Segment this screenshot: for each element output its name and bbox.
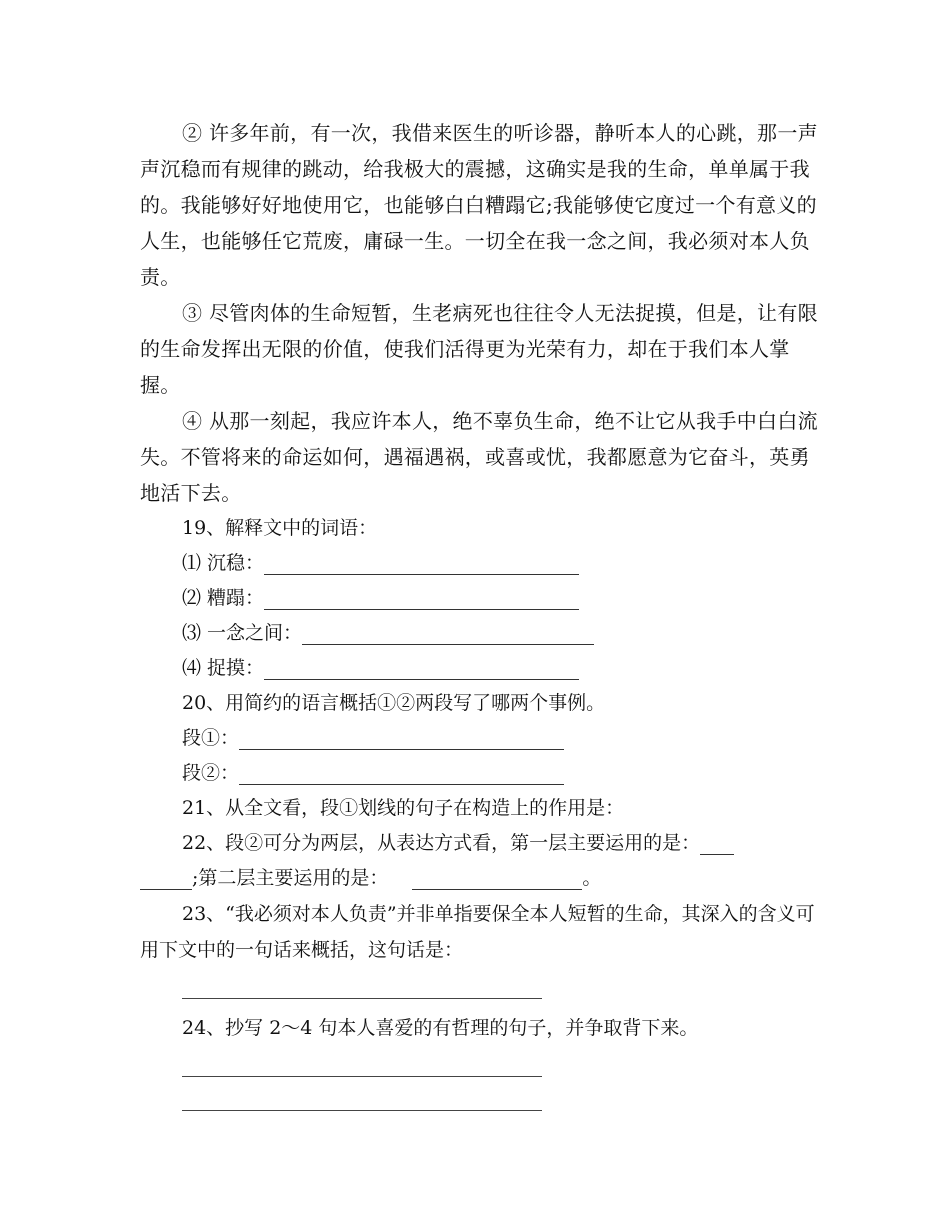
- document-page: [140, 115, 820, 1111]
- term-label: ⑴ 沉稳：: [182, 552, 265, 574]
- answer-blank[interactable]: [140, 867, 192, 890]
- question-19-prompt: 19、解释文中的词语：: [182, 517, 378, 539]
- answer-line-24b[interactable]: [182, 1110, 542, 1111]
- question-19-item-4: [140, 651, 820, 686]
- question-19-item-1: [140, 546, 820, 581]
- answer-blank[interactable]: [412, 867, 582, 890]
- answer-blank[interactable]: [700, 832, 734, 855]
- term-label: ⑵ 糟蹋：: [182, 587, 265, 609]
- question-24: 24、抄写 2～4 句本人喜爱的有哲理的句子，并争取背下来。: [182, 1017, 699, 1039]
- question-20-prompt: 20、用简约的语言概括①②两段写了哪两个事例。: [182, 692, 606, 714]
- paragraph-label: 段②：: [182, 762, 240, 784]
- answer-line-23[interactable]: [182, 998, 542, 999]
- paragraph-label: 段①：: [182, 727, 240, 749]
- period: 。: [582, 867, 602, 889]
- term-label: ⑶ 一念之间：: [182, 622, 303, 644]
- question-19-item-3: [140, 616, 820, 651]
- answer-blank[interactable]: [264, 587, 579, 610]
- question-20-item-1: [140, 721, 820, 756]
- answer-blank[interactable]: [239, 727, 564, 750]
- question-22-line-2: [140, 861, 820, 896]
- paragraph-3: ③ 尽管肉体的生命短暂，生老病死也往往令人无法捉摸，但是，让有限的生命发挥出无限的价值，使我们活得更为光荣有力，却在于我们本人掌握。: [140, 301, 818, 397]
- answer-blank[interactable]: [239, 762, 564, 785]
- term-label: ⑷ 捉摸：: [182, 657, 265, 679]
- question-22-text: 22、段②可分为两层，从表达方式看，第一层主要运用的是：: [182, 832, 701, 854]
- paragraph-2: ② 许多年前，有一次，我借来医生的听诊器，静听本人的心跳，那一声声沉稳而有规律的跳动，给我极大的震撼，这确实是我的生命，单单属于我的。我能够好好地使用它，也能够白白糟蹋它;我能够使它度过一个有意义的人生，也能够任它荒废，庸碌一生。一切全在我一念之间，我必须对本人负责。: [140, 121, 818, 289]
- question-23: 23、“我必须对本人负责”并非单指要保全本人短暂的生命，其深入的含义可用下文中的一句话来概括，这句话是：: [140, 903, 815, 961]
- answer-blank[interactable]: [302, 622, 594, 645]
- paragraph-4: ④ 从那一刻起，我应许本人，绝不辜负生命，绝不让它从我手中白白流失。不管将来的命运如何，遇福遇祸，或喜或忧，我都愿意为它奋斗，英勇地活下去。: [140, 409, 818, 505]
- question-21: 21、从全文看，段①划线的句子在构造上的作用是：: [182, 797, 625, 819]
- question-22-line-1: [140, 826, 820, 861]
- question-19-item-2: [140, 581, 820, 616]
- question-22-text-2: ;第二层主要运用的是：: [192, 867, 389, 889]
- answer-blank[interactable]: [264, 657, 579, 680]
- question-20-item-2: [140, 756, 820, 791]
- answer-blank[interactable]: [264, 552, 579, 575]
